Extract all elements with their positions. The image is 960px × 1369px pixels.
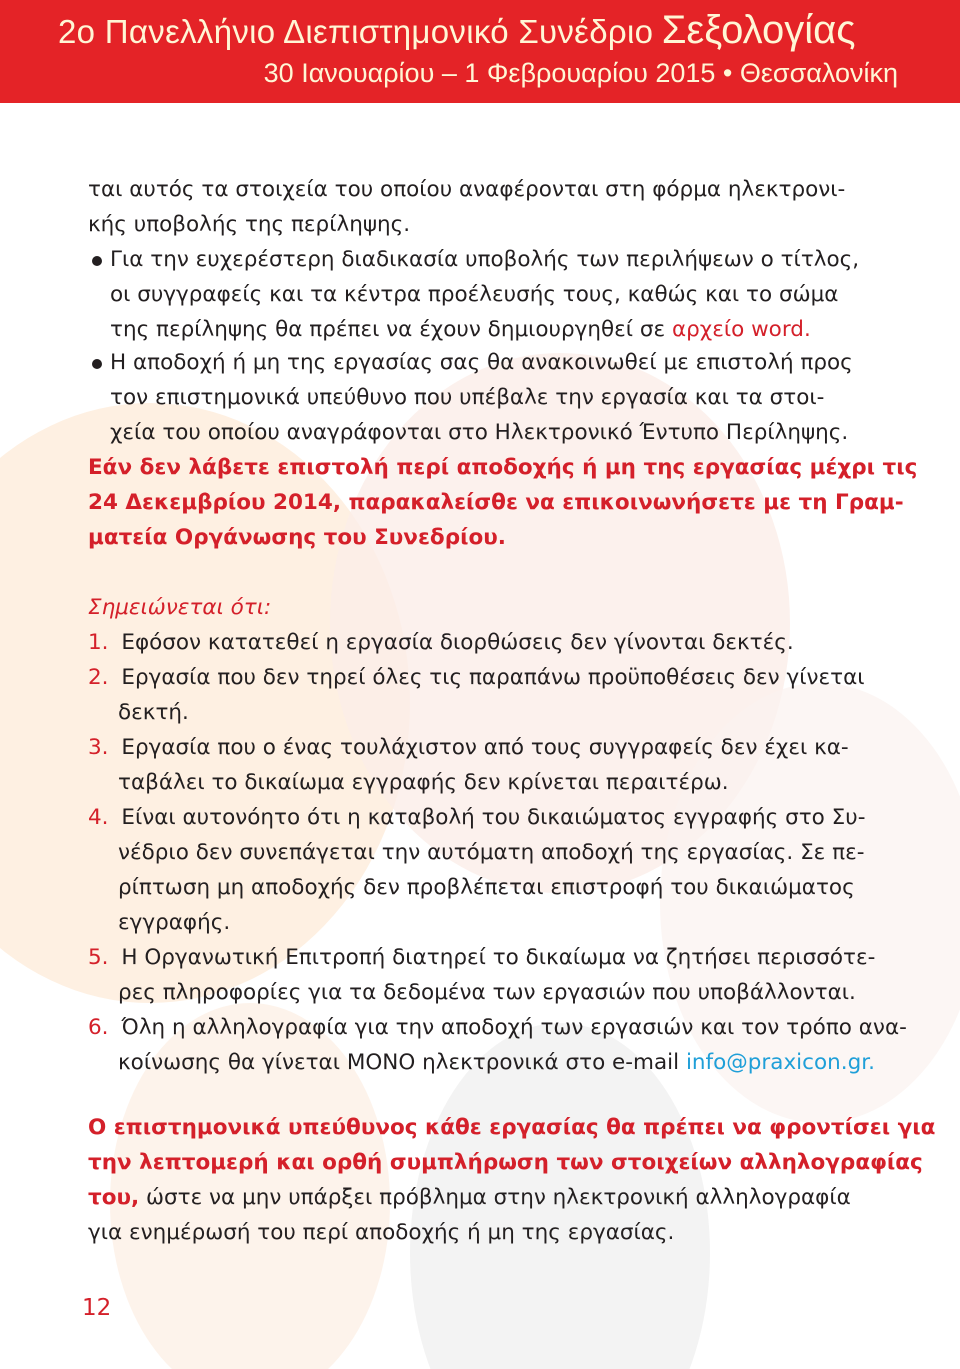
- list-text: δεκτή.: [118, 700, 189, 725]
- list-item: [88, 625, 794, 660]
- list-number: 5.: [88, 945, 109, 970]
- list-text: Εφόσον κατατεθεί η εργασία διορθώσεις δεν γίνονται δεκτές.: [121, 630, 794, 655]
- text-line: 24 Δεκεμβρίου 2014, παρακαλείσθε να επικοινωνήσετε με τη Γραμ-: [88, 490, 904, 515]
- text-line: Η αποδοχή ή μη της εργασίας σας θα ανακοινωθεί με επιστολή προς: [110, 350, 853, 375]
- text-line: Εάν δεν λάβετε επιστολή περί αποδοχής ή μη της εργασίας μέχρι τις: [88, 455, 918, 480]
- list-text: Είναι αυτονόητο ότι η καταβολή του δικαιώματος εγγραφής στο Συ-: [121, 805, 866, 830]
- text-segment: κοίνωσης θα γίνεται ΜΟΝΟ ηλεκτρονικά στο e-mail: [118, 1050, 686, 1075]
- text-line: [88, 1180, 851, 1215]
- text-segment: ώστε να μην υπάρξει πρόβλημα στην ηλεκτρονική αλληλογραφία: [139, 1185, 851, 1210]
- word-file-highlight: αρχείο word.: [671, 317, 811, 342]
- list-number: 4.: [88, 805, 109, 830]
- text-line: ται αυτός τα στοιχεία του οποίου αναφέρονται στη φόρμα ηλεκτρονι-: [88, 177, 846, 202]
- list-number: 2.: [88, 665, 109, 690]
- list-text: ταβάλει το δικαίωμα εγγραφής δεν κρίνεται περαιτέρω.: [118, 770, 729, 795]
- bullet-icon: [92, 256, 102, 266]
- list-text: ρες πληροφορίες για τα δεδομένα των εργασιών που υποβάλλονται.: [118, 980, 856, 1005]
- list-text: Εργασία που ο ένας τουλάχιστον από τους συγγραφείς δεν έχει κα-: [121, 735, 849, 760]
- list-item: [88, 940, 875, 975]
- list-text: Εργασία που δεν τηρεί όλες τις παραπάνω προϋποθέσεις δεν γίνεται: [121, 665, 865, 690]
- text-line: ματεία Οργάνωσης του Συνεδρίου.: [88, 525, 506, 550]
- conference-title: [58, 8, 856, 53]
- list-text: Η Οργανωτική Επιτροπή διατηρεί το δικαίωμα να ζητήσει περισσότε-: [121, 945, 876, 970]
- text-line: την λεπτομερή και ορθή συμπλήρωση των στοιχείων αλληλογραφίας: [88, 1150, 923, 1175]
- list-number: 6.: [88, 1015, 109, 1040]
- text-line: Ο επιστημονικά υπεύθυνος κάθε εργασίας θα πρέπει να φροντίσει για: [88, 1115, 936, 1140]
- list-item: [88, 1010, 907, 1045]
- conference-title-main: 2ο Πανελλήνιο Διεπιστημονικό Συνέδριο: [58, 13, 654, 50]
- text-segment: της περίληψης θα πρέπει να έχουν δημιουργηθεί σε: [110, 317, 672, 342]
- text-line: τον επιστημονικά υπεύθυνο που υπέβαλε την εργασία και τα στοι-: [110, 385, 825, 410]
- list-item: [88, 660, 865, 695]
- text-line: [110, 312, 811, 347]
- email-link[interactable]: info@praxicon.gr.: [685, 1050, 875, 1075]
- notes-heading-text: Σημειώνεται ότι:: [88, 595, 272, 620]
- list-item: [88, 800, 865, 835]
- text-line: κής υποβολής της περίληψης.: [88, 212, 411, 237]
- list-text: νέδριο δεν συνεπάγεται την αυτόματη αποδοχή της εργασίας. Σε πε-: [118, 840, 865, 865]
- text-segment: του,: [88, 1185, 140, 1210]
- list-item: [88, 730, 849, 765]
- text-line: οι συγγραφείς και τα κέντρα προέλευσής τους, καθώς και το σώμα: [110, 282, 839, 307]
- header-banner: [0, 0, 960, 103]
- list-text: Όλη η αλληλογραφία για την αποδοχή των εργασιών και τον τρόπο ανα-: [121, 1015, 907, 1040]
- list-text: [118, 1045, 875, 1080]
- text-line: για ενημέρωσή του περί αποδοχής ή μη της εργασίας.: [88, 1220, 675, 1245]
- conference-dates: 30 Ιανουαρίου – 1 Φεβρουαρίου 2015 • Θεσσαλονίκη: [263, 58, 898, 88]
- text-line: Για την ευχερέστερη διαδικασία υποβολής των περιλήψεων ο τίτλος,: [110, 247, 860, 272]
- page-number: 12: [82, 1295, 112, 1321]
- text-line: χεία του οποίου αναγράφονται στο Ηλεκτρονικό Έντυπο Περίληψης.: [110, 420, 849, 445]
- bullet-icon: [92, 359, 102, 369]
- list-number: 1.: [88, 630, 109, 655]
- list-text: ρίπτωση μη αποδοχής δεν προβλέπεται επιστροφή του δικαιώματος: [118, 875, 855, 900]
- list-text: εγγραφής.: [118, 910, 231, 935]
- list-number: 3.: [88, 735, 109, 760]
- conference-title-highlight: Σεξολογίας: [661, 8, 856, 52]
